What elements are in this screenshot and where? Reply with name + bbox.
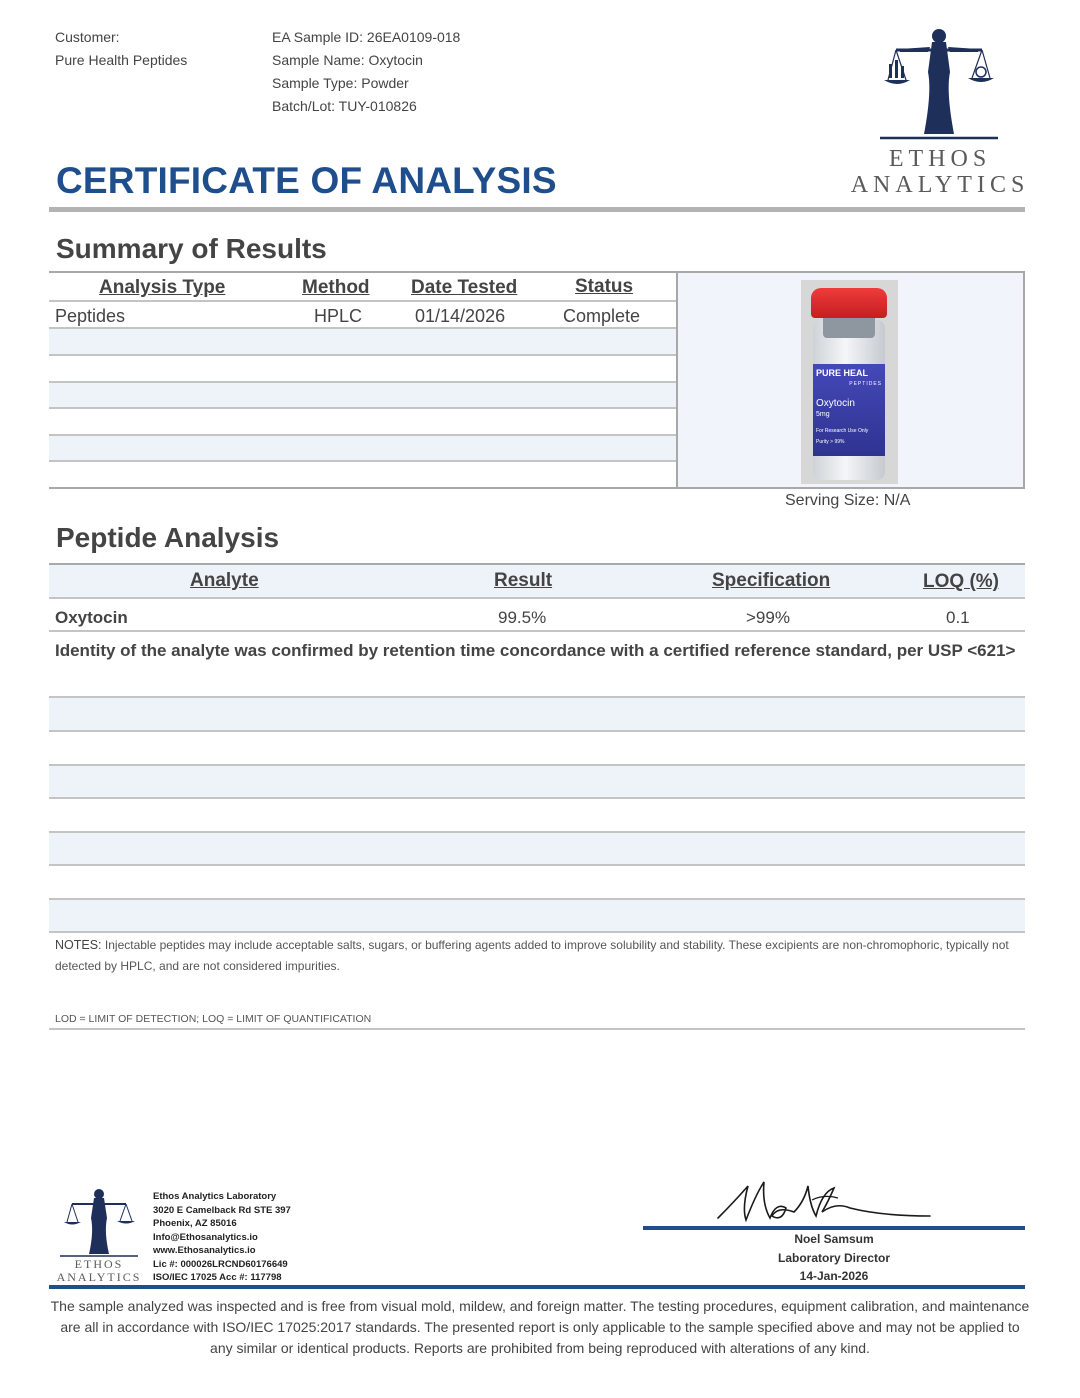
peptide-empty-row <box>49 866 1025 900</box>
cell-date-tested: 01/14/2026 <box>415 306 506 326</box>
sample-type: Sample Type: Powder <box>272 75 409 91</box>
cell-loq: 0.1 <box>946 608 970 627</box>
peptide-empty-row <box>49 664 1025 698</box>
customer-label: Customer: <box>55 29 120 45</box>
signatory-title: Laboratory Director <box>777 1251 891 1265</box>
handwritten-signature <box>712 1172 942 1228</box>
logo-line-1: ETHOS <box>888 146 992 172</box>
header-analysis-type: Analysis Type <box>99 277 226 298</box>
header-method: Method <box>302 277 370 298</box>
vial-sub: PEPTIDES <box>849 381 882 387</box>
signatory-name: Noel Samsum <box>794 1232 874 1246</box>
peptide-header-row <box>49 563 1025 599</box>
lab-email[interactable]: Info@Ethosanalytics.io <box>153 1231 258 1243</box>
lab-address-1: 3020 E Camelback Rd STE 397 <box>153 1204 291 1216</box>
peptide-data-row <box>49 599 1025 632</box>
vial-label <box>813 364 885 456</box>
vial-brand: PURE HEAL <box>816 368 869 378</box>
scales-of-justice-icon <box>850 22 1030 142</box>
summary-empty-row <box>49 409 676 436</box>
cell-method: HPLC <box>314 306 363 326</box>
notes-label: NOTES: <box>55 938 102 952</box>
summary-empty-row <box>49 383 676 409</box>
peptide-empty-row <box>49 799 1025 833</box>
summary-header-row <box>49 273 676 302</box>
identity-note: Identity of the analyte was confirmed by retention time concordance with a certified reference standard, per USP <621> <box>55 641 1016 660</box>
summary-heading: Summary of Results <box>56 233 327 264</box>
scales-of-justice-icon <box>50 1186 148 1258</box>
sample-block <box>272 26 460 118</box>
notes-text: Injectable peptides may include acceptable salts, sugars, or buffering agents added to improve solubility and stability. These excipients are non-chromophoric, typically not detected by HPLC, and are not considered impurities. <box>55 938 1009 973</box>
peptide-empty-row <box>49 900 1025 933</box>
batch-lot: Batch/Lot: TUY-010826 <box>272 98 417 114</box>
customer-name: Pure Health Peptides <box>55 52 188 68</box>
signature-line <box>643 1226 1025 1230</box>
ethos-logo <box>850 22 1030 202</box>
vial-cap <box>811 288 887 318</box>
summary-data-row <box>49 302 676 329</box>
cell-analysis-type: Peptides <box>55 306 126 326</box>
lab-iso: ISO/IEC 17025 Acc #: 117798 <box>153 1272 282 1283</box>
signature-date: 14-Jan-2026 <box>799 1269 869 1283</box>
ethos-logo-small <box>50 1186 148 1284</box>
lab-contact <box>153 1190 291 1285</box>
vial-note-1: For Research Use Only <box>816 428 869 434</box>
header-status: Status <box>575 276 634 297</box>
header-loq: LOQ (%) <box>923 571 999 592</box>
vial-note-2: Purity > 99% <box>816 439 845 445</box>
lab-address-2: Phoenix, AZ 85016 <box>153 1218 237 1229</box>
small-logo-line-1: ETHOS <box>74 1257 124 1271</box>
cell-specification: >99% <box>746 608 790 627</box>
lab-website[interactable]: www.Ethosanalytics.io <box>153 1245 256 1256</box>
cell-analyte: Oxytocin <box>55 608 128 627</box>
header-analyte: Analyte <box>190 570 259 591</box>
lab-license: Lic #: 000026LRCND60176649 <box>153 1258 288 1270</box>
vial-dose: 5mg <box>816 411 830 418</box>
peptide-heading: Peptide Analysis <box>56 522 280 553</box>
small-logo-line-2: ANALYTICS <box>56 1270 142 1284</box>
summary-empty-row <box>49 329 676 356</box>
disclaimer: The sample analyzed was inspected and is free from visual mold, mildew, and foreign matter. The testing procedures, equipment calibration, and maintenance are all in accordance with ISO/IEC 17025:2017 standards. The presented report is only applicable to the sample specified above and may not be applied to any similar or identical products. Reports are prohibited from being reproduced with alterations of any kind. <box>50 1298 1030 1356</box>
logo-line-2: ANALYTICS <box>850 172 1030 198</box>
vial-product: Oxytocin <box>816 398 855 409</box>
header-date-tested: Date Tested <box>411 277 518 298</box>
notes <box>55 935 1030 977</box>
customer-block <box>55 26 187 72</box>
page-title: CERTIFICATE OF ANALYSIS <box>56 160 557 201</box>
header-result: Result <box>494 570 553 591</box>
serving-size: Serving Size: N/A <box>785 492 911 509</box>
peptide-empty-row <box>49 833 1025 866</box>
vial-photo <box>801 280 898 484</box>
lab-name: Ethos Analytics Laboratory <box>153 1191 277 1202</box>
title-divider <box>49 207 1025 212</box>
lod-note: LOD = LIMIT OF DETECTION; LOQ = LIMIT OF QUANTIFICATION <box>55 1013 372 1025</box>
sample-name: Sample Name: Oxytocin <box>272 52 423 68</box>
sample-id: EA Sample ID: 26EA0109-018 <box>272 29 461 45</box>
lod-divider <box>49 1028 1025 1030</box>
cell-result: 99.5% <box>498 608 547 627</box>
peptide-empty-row <box>49 732 1025 766</box>
peptide-empty-row <box>49 766 1025 799</box>
cell-status: Complete <box>563 306 641 326</box>
header-specification: Specification <box>712 570 831 591</box>
footer-divider <box>49 1285 1025 1289</box>
summary-empty-row <box>49 356 676 383</box>
peptide-empty-row <box>49 698 1025 732</box>
summary-empty-row <box>49 436 676 462</box>
